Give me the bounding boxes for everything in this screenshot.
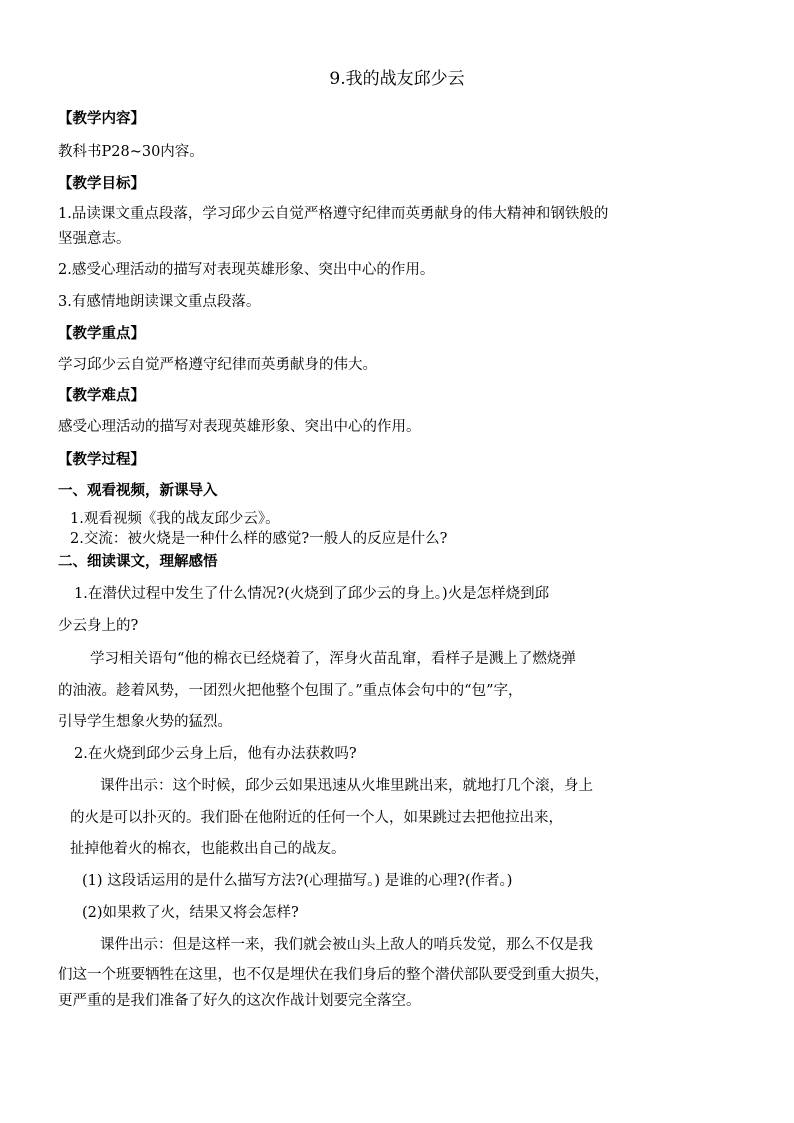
section-heading-process: 【教学过程】: [58, 451, 145, 468]
content-text: 教科书P28~30内容。: [58, 144, 204, 160]
process-section-1-heading: 一、观看视频，新课导入: [58, 482, 218, 499]
section-heading-key-points: 【教学重点】: [58, 325, 145, 342]
section-heading-objectives: 【教学目标】: [58, 175, 145, 192]
sub-question-1: (1) 这段话运用的是什么描写方法?(心理描写。) 是谁的心理?(作者。): [82, 873, 513, 889]
paragraph-1-line-1: 学习相关语句“他的棉衣已经烧着了，浑身火苗乱窜，看样子是溅上了燃烧弹: [90, 651, 576, 667]
question-1-line-1: 1.在潜伏过程中发生了什么情况?(火烧到了邱少云的身上。)火是怎样烧到邱: [74, 586, 550, 602]
section-heading-content: 【教学内容】: [58, 110, 145, 127]
paragraph-2-line-1: 课件出示：这个时候，邱少云如果迅速从火堆里跳出来，就地打几个滚，身上: [100, 778, 593, 794]
objective-3: 3.有感情地朗读课文重点段落。: [58, 294, 261, 310]
page-title: 9.我的战友邱少云: [329, 69, 465, 89]
paragraph-2-line-3: 扯掉他着火的棉衣，也能救出自己的战友。: [70, 841, 346, 857]
sub-question-2: (2)如果救了火，结果又将会怎样?: [82, 905, 299, 921]
objective-1-line-1: 1.品读课文重点段落，学习邱少云自觉严格遵守纪律而英勇献身的伟大精神和钢铁般的: [58, 206, 609, 222]
question-2: 2.在火烧到邱少云身上后，他有办法获救吗?: [74, 746, 357, 762]
process-section-1-item-1: 1.观看视频《我的战友邱少云》。: [70, 511, 280, 527]
paragraph-1-line-2: 的油液。趁着风势，一团烈火把他整个包围了。”重点体会句中的“包”字，: [58, 683, 523, 699]
process-section-2-heading: 二、细读课文，理解感悟: [58, 553, 218, 570]
key-points-text: 学习邱少云自觉严格遵守纪律而英勇献身的伟大。: [58, 357, 377, 373]
difficulties-text: 感受心理活动的描写对表现英雄形象、突出中心的作用。: [58, 419, 421, 435]
paragraph-3-line-3: 更严重的是我们准备了好久的这次作战计划要完全落空。: [58, 993, 421, 1009]
paragraph-1-line-3: 引导学生想象火势的猛烈。: [58, 714, 232, 730]
paragraph-3-line-1: 课件出示：但是这样一来，我们就会被山头上敌人的哨兵发觉，那么不仅是我: [100, 937, 593, 953]
section-heading-difficulties: 【教学难点】: [58, 387, 145, 404]
question-1-line-2: 少云身上的?: [58, 618, 139, 634]
paragraph-2-line-2: 的火是可以扑灭的。我们卧在他附近的任何一个人，如果跳过去把他拉出来，: [70, 810, 563, 826]
process-section-1-item-2: 2.交流：被火烧是一种什么样的感觉?一般人的反应是什么?: [70, 531, 448, 547]
objective-2: 2.感受心理活动的描写对表现英雄形象、突出中心的作用。: [58, 262, 435, 278]
objective-1-line-2: 坚强意志。: [58, 231, 131, 247]
paragraph-3-line-2: 们这一个班要牺牲在这里，也不仅是埋伏在我们身后的整个潜伏部队要受到重大损失，: [58, 967, 609, 983]
